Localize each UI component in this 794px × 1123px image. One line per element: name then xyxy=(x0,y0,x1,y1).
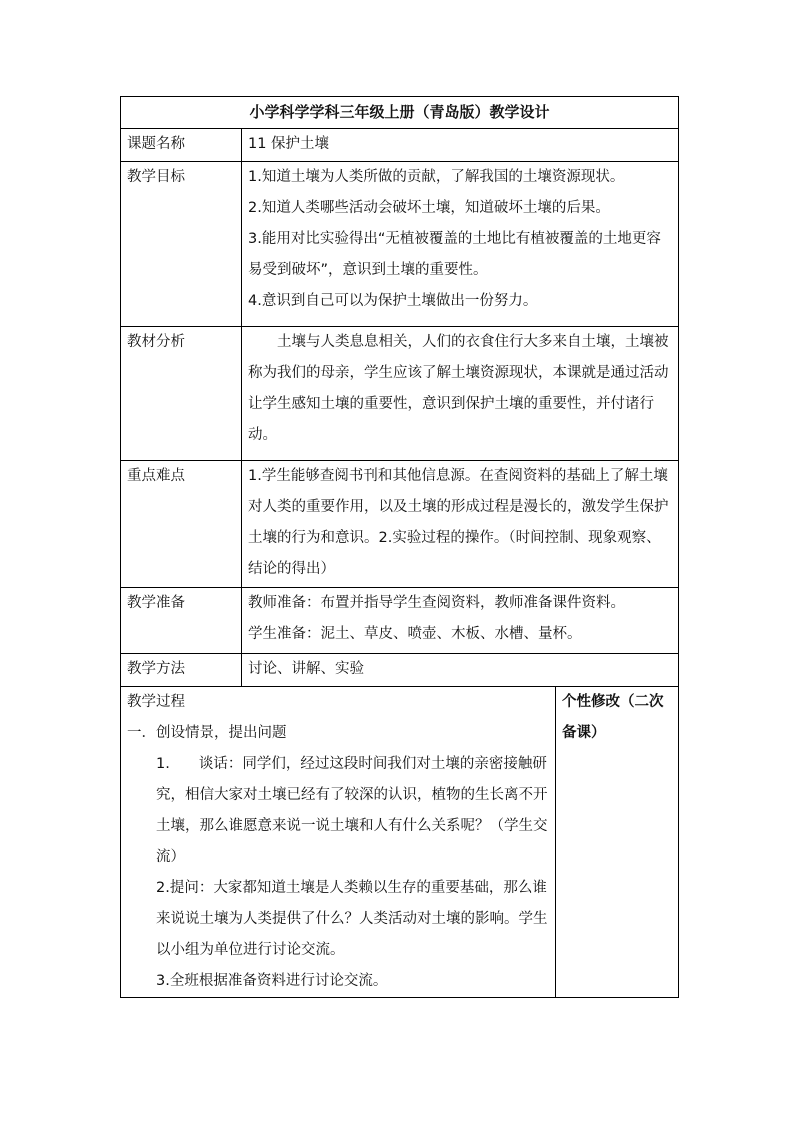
process-section-title: 一．创设情景，提出问题 xyxy=(127,725,287,741)
revision-notes-title: 个性修改（二次备课） xyxy=(562,694,664,741)
lesson-name-row xyxy=(121,129,679,162)
objective-item: 2.知道人类哪些活动会破坏土壤，知道破坏土壤的后果。 xyxy=(248,200,610,216)
objective-item: 1.知道土壤为人类所做的贡献，了解我国的土壤资源现状。 xyxy=(248,169,625,185)
objectives-row xyxy=(121,162,679,327)
preparation-label: 教学准备 xyxy=(121,588,242,654)
key-points-label: 重点难点 xyxy=(121,461,242,588)
preparation-content xyxy=(242,588,679,654)
process-row xyxy=(121,687,679,998)
document-title: 小学科学学科三年级上册（青岛版）教学设计 xyxy=(121,97,679,129)
process-paragraph: 3.全班根据准备资料进行讨论交流。 xyxy=(156,973,388,989)
lesson-name-label: 课题名称 xyxy=(121,129,242,162)
objectives-label: 教学目标 xyxy=(121,162,242,327)
revision-notes-cell xyxy=(556,687,679,998)
title-row xyxy=(121,97,679,129)
key-points-text: 1.学生能够查阅书刊和其他信息源。在查阅资料的基础上了解土壤对人类的重要作用，以及土壤的形成过程是漫长的，激发学生保护土壤的行为和意识。2.实验过程的操作。（时间控制、现象观察、结论的得出） xyxy=(248,468,669,577)
material-analysis-content xyxy=(242,327,679,461)
teacher-preparation: 教师准备：布置并指导学生查阅资料，教师准备课件资料。 xyxy=(248,595,625,611)
process-paragraph: 2.提问：大家都知道土壤是人类赖以生存的重要基础，那么谁来说说土壤为人类提供了什么？人类活动对土壤的影响。学生以小组为单位进行讨论交流。 xyxy=(156,880,548,958)
teaching-process-cell xyxy=(121,687,556,998)
methods-row xyxy=(121,654,679,687)
process-heading: 教学过程 xyxy=(127,694,185,710)
methods-value: 讨论、讲解、实验 xyxy=(242,654,679,687)
methods-label: 教学方法 xyxy=(121,654,242,687)
lesson-name-value: 11 保护土壤 xyxy=(242,129,679,162)
key-points-row xyxy=(121,461,679,588)
material-analysis-text: 土壤与人类息息相关，人们的衣食住行大多来自土壤，土壤被称为我们的母亲，学生应该了解土壤资源现状，本课就是通过活动 让学生感知土壤的重要性，意识到保护土壤的重要性，并付诸行动。 xyxy=(248,334,669,443)
key-points-content xyxy=(242,461,679,588)
objective-item: 3.能用对比实验得出“无植被覆盖的土地比有植被覆盖的土地更容易受到破坏”，意识到土壤的重要性。 xyxy=(248,231,661,278)
lesson-plan-table xyxy=(120,96,679,998)
objective-item: 4.意识到自己可以为保护土壤做出一份努力。 xyxy=(248,293,538,309)
material-analysis-row xyxy=(121,327,679,461)
material-analysis-label: 教材分析 xyxy=(121,327,242,461)
process-paragraph: 1. 谈话：同学们，经过这段时间我们对土壤的亲密接触研究，相信大家对土壤已经有了较深的认识，植物的生长离不开土壤，那么谁愿意来说一说土壤和人有什么关系呢？（学生交流） xyxy=(156,756,548,865)
preparation-row xyxy=(121,588,679,654)
student-preparation: 学生准备：泥土、草皮、喷壶、木板、水槽、量杯。 xyxy=(248,626,582,642)
objectives-content xyxy=(242,162,679,327)
